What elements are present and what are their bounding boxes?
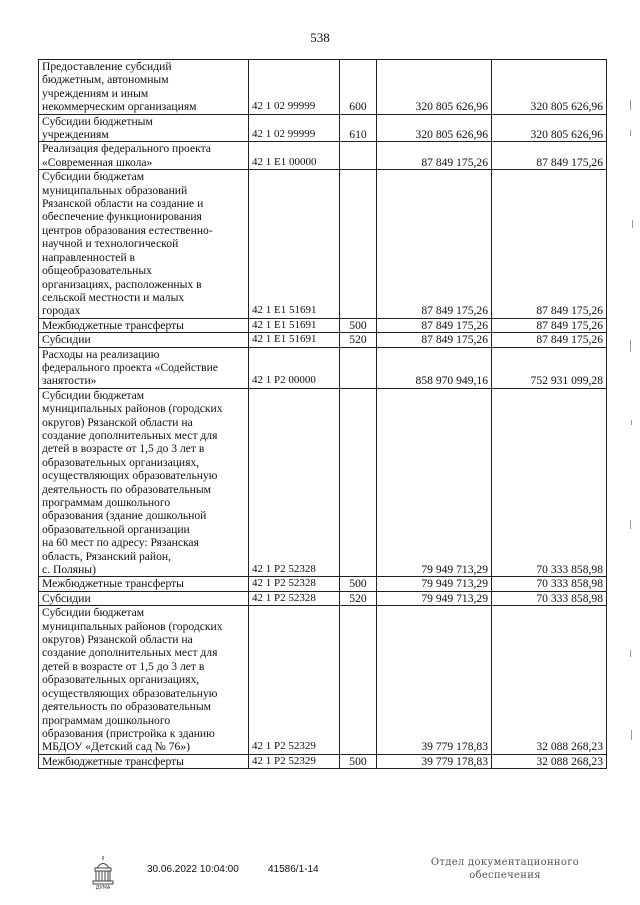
row-sum-year1-cell: 858 970 949,16 [377,347,492,388]
footer-doc-number: 41586/1-14 [268,864,319,875]
table-row [39,170,607,318]
row-sum-year1-cell: 79 949 713,29 [377,577,492,591]
row-name-cell: Предоставление субсидий бюджетным, автономным учреждениям и иным некоммерческим организациям [39,60,249,115]
row-expense-type-cell [340,142,377,170]
row-sum-year2-cell: 320 805 626,96 [492,60,607,115]
duma-emblem-icon [88,854,118,890]
row-target-article-cell: 42 1 P2 52329 [249,606,340,754]
row-name-cell: Межбюджетные трансферты [39,577,249,591]
row-expense-type-cell: 600 [340,60,377,115]
row-target-article-cell: 42 1 P2 52328 [249,577,340,591]
row-expense-type-cell: 520 [340,333,377,347]
row-target-article-cell: 42 1 P2 52328 [249,591,340,605]
table-row [39,591,607,605]
row-sum-year1-cell: 39 779 178,83 [377,606,492,754]
page-number: 538 [310,30,330,45]
footer [0,854,640,894]
row-name-cell: Межбюджетные трансферты [39,754,249,768]
budget-table [38,59,607,769]
row-target-article-cell: 42 1 E1 51691 [249,318,340,332]
row-expense-type-cell [340,170,377,318]
svg-text:ДУМА: ДУМА [95,885,111,890]
row-sum-year2-cell: 87 849 175,26 [492,318,607,332]
row-expense-type-cell: 610 [340,114,377,142]
row-expense-type-cell: 500 [340,754,377,768]
table-row [39,114,607,142]
table-row [39,142,607,170]
row-sum-year1-cell: 39 779 178,83 [377,754,492,768]
row-sum-year1-cell: 87 849 175,26 [377,170,492,318]
table-row [39,318,607,332]
row-sum-year1-cell: 87 849 175,26 [377,142,492,170]
row-sum-year2-cell: 87 849 175,26 [492,142,607,170]
row-sum-year1-cell: 87 849 175,26 [377,318,492,332]
row-name-cell: Субсидии бюджетным учреждениям [39,114,249,142]
row-name-cell: Субсидии [39,333,249,347]
row-expense-type-cell: 500 [340,577,377,591]
margin-scan-marks [624,90,636,790]
row-sum-year2-cell: 87 849 175,26 [492,170,607,318]
table-row [39,388,607,577]
row-expense-type-cell [340,388,377,577]
row-target-article-cell: 42 1 P2 52328 [249,388,340,577]
table-row [39,577,607,591]
row-expense-type-cell [340,606,377,754]
row-expense-type-cell: 500 [340,318,377,332]
row-sum-year2-cell: 752 931 099,28 [492,347,607,388]
row-sum-year2-cell: 32 088 268,23 [492,754,607,768]
table-row [39,606,607,754]
row-target-article-cell: 42 1 02 99999 [249,114,340,142]
row-name-cell: Субсидии бюджетам муниципальных районов (городских округов) Рязанской области на создание дополнительных мест для детей в возрасте от 1,5 до 3 лет в образовательных организациях, осуществляющих образовательную деятельность по образовательным программам дошкольного образования (пристройка к зданию МБДОУ «Детский сад № 76») [39,606,249,754]
row-expense-type-cell: 520 [340,591,377,605]
row-sum-year1-cell: 79 949 713,29 [377,388,492,577]
table-row [39,60,607,115]
table-row [39,333,607,347]
footer-stamp: Отдел документационного обеспечения [430,857,580,881]
row-name-cell: Расходы на реализацию федерального проекта «Содействие занятости» [39,347,249,388]
row-sum-year2-cell: 70 333 858,98 [492,591,607,605]
row-sum-year2-cell: 70 333 858,98 [492,577,607,591]
row-name-cell: Субсидии бюджетам муниципальных районов (городских округов) Рязанской области на создание дополнительных мест для детей в возрасте от 1,5 до 3 лет в образовательных организациях, осуществляющих образовательную деятельность по образовательным программам дошкольного образования (здание дошкольной образовательной организации на 60 мест по адресу: Рязанская область, Рязанский район, с. Поляны) [39,388,249,577]
row-target-article-cell: 42 1 E1 51691 [249,170,340,318]
row-sum-year1-cell: 320 805 626,96 [377,114,492,142]
row-target-article-cell: 42 1 E1 00000 [249,142,340,170]
row-sum-year1-cell: 87 849 175,26 [377,333,492,347]
row-name-cell: Субсидии бюджетам муниципальных образований Рязанской области на создание и обеспечение функционирования центров образования естественно- научной и технологической направленностей в общеобразовательных организациях, расположенных в сельской местности и малых городах [39,170,249,318]
row-sum-year2-cell: 70 333 858,98 [492,388,607,577]
table-row [39,754,607,768]
row-target-article-cell: 42 1 P2 00000 [249,347,340,388]
row-target-article-cell: 42 1 02 99999 [249,60,340,115]
row-name-cell: Межбюджетные трансферты [39,318,249,332]
row-sum-year2-cell: 32 088 268,23 [492,606,607,754]
row-target-article-cell: 42 1 E1 51691 [249,333,340,347]
row-sum-year1-cell: 79 949 713,29 [377,591,492,605]
table-row [39,347,607,388]
row-sum-year1-cell: 320 805 626,96 [377,60,492,115]
row-sum-year2-cell: 87 849 175,26 [492,333,607,347]
row-name-cell: Субсидии [39,591,249,605]
row-sum-year2-cell: 320 805 626,96 [492,114,607,142]
row-expense-type-cell [340,347,377,388]
row-target-article-cell: 42 1 P2 52329 [249,754,340,768]
footer-datetime: 30.06.2022 10:04:00 [147,864,239,875]
row-name-cell: Реализация федерального проекта «Современная школа» [39,142,249,170]
